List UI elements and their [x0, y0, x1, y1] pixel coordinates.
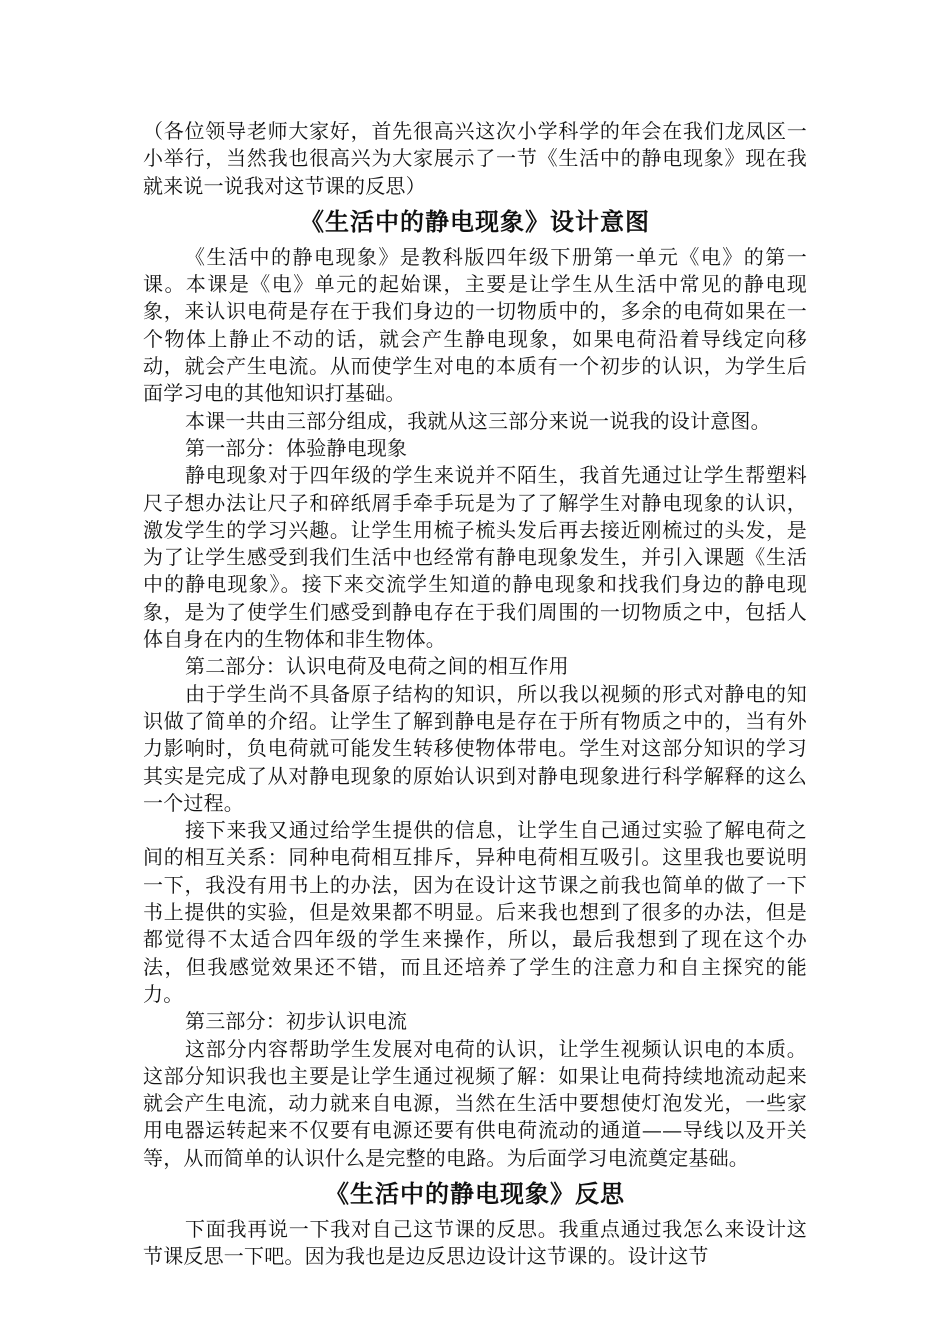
reflection-heading: 《生活中的静电现象》反思: [325, 1178, 625, 1208]
document-body: [143, 118, 807, 1271]
part2-title: 第二部分：认识电荷及电荷之间的相互作用: [185, 654, 569, 679]
part2-paragraph-1: 由于学生尚不具备原子结构的知识，所以我以视频的形式对静电的知识做了简单的介绍。让学生了解到静电是存在于所有物质之中的，当有外力影响时，负电荷就可能发生转移使物体带电。学生对这部分知识的学习其实是完成了从对静电现象的原始认识到对静电现象进行科学解释的这么一个过程。: [143, 681, 807, 815]
part1-title: 第一部分：体验静电现象: [185, 435, 408, 460]
part3-paragraph: 这部分内容帮助学生发展对电荷的认识，让学生视频认识电的本质。这部分知识我也主要是让学生通过视频了解：如果让电荷持续地流动起来就会产生电流，动力就来自电源，当然在生活中要想使灯泡发光，一些家用电器运转起来不仅要有电源还要有供电荷流动的通道——导线以及开关等，从而简单的认识什么是完整的电路。为后面学习电流奠定基础。: [143, 1036, 807, 1170]
design-intent-heading: 《生活中的静电现象》设计意图: [300, 206, 650, 236]
part3-title: 第三部分：初步认识电流: [185, 1009, 408, 1034]
design-intent-paragraph-2: 本课一共由三部分组成，我就从这三部分来说一说我的设计意图。: [185, 408, 771, 433]
reflection-paragraph-1: 下面我再说一下我对自己这节课的反思。我重点通过我怎么来设计这节课反思一下吧。因为我也是边反思边设计这节课的。设计这节: [143, 1216, 807, 1269]
part2-paragraph-2: 接下来我又通过给学生提供的信息，让学生自己通过实验了解电荷之间的相互关系：同种电荷相互排斥，异种电荷相互吸引。这里我也要说明一下，我没有用书上的办法，因为在设计这节课之前我也简单的做了一下书上提供的实验，但是效果都不明显。后来我也想到了很多的办法，但是都觉得不太适合四年级的学生来操作，所以，最后我想到了现在这个办法，但我感觉效果还不错，而且还培养了学生的注意力和自主探究的能力。: [143, 818, 807, 1006]
design-intent-paragraph-1: 《生活中的静电现象》是教科版四年级下册第一单元《电》的第一课。本课是《电》单元的起始课，主要是让学生从生活中常见的静电现象，来认识电荷是存在于我们身边的一切物质中的，多余的电荷如果在一个物体上静止不动的话，就会产生静电现象，如果电荷沿着导线定向移动，就会产生电流。从而使学生对电的本质有一个初步的认识，为学生后面学习电的其他知识打基础。: [143, 244, 807, 406]
intro-paragraph: （各位领导老师大家好，首先很高兴这次小学科学的年会在我们龙凤区一小举行，当然我也很高兴为大家展示了一节《生活中的静电现象》现在我就来说一说我对这节课的反思）: [143, 119, 807, 198]
part1-paragraph: 静电现象对于四年级的学生来说并不陌生，我首先通过让学生帮塑料尺子想办法让尺子和碎纸屑手牵手玩是为了了解学生对静电现象的认识，激发学生的学习兴趣。让学生用梳子梳头发后再去接近刚梳过的头发，是为了让学生感受到我们生活中也经常有静电现象发生，并引入课题《生活中的静电现象》。接下来交流学生知道的静电现象和找我们身边的静电现象，是为了使学生们感受到静电存在于我们周围的一切物质之中，包括人体自身在内的生物体和非生物体。: [143, 463, 807, 652]
